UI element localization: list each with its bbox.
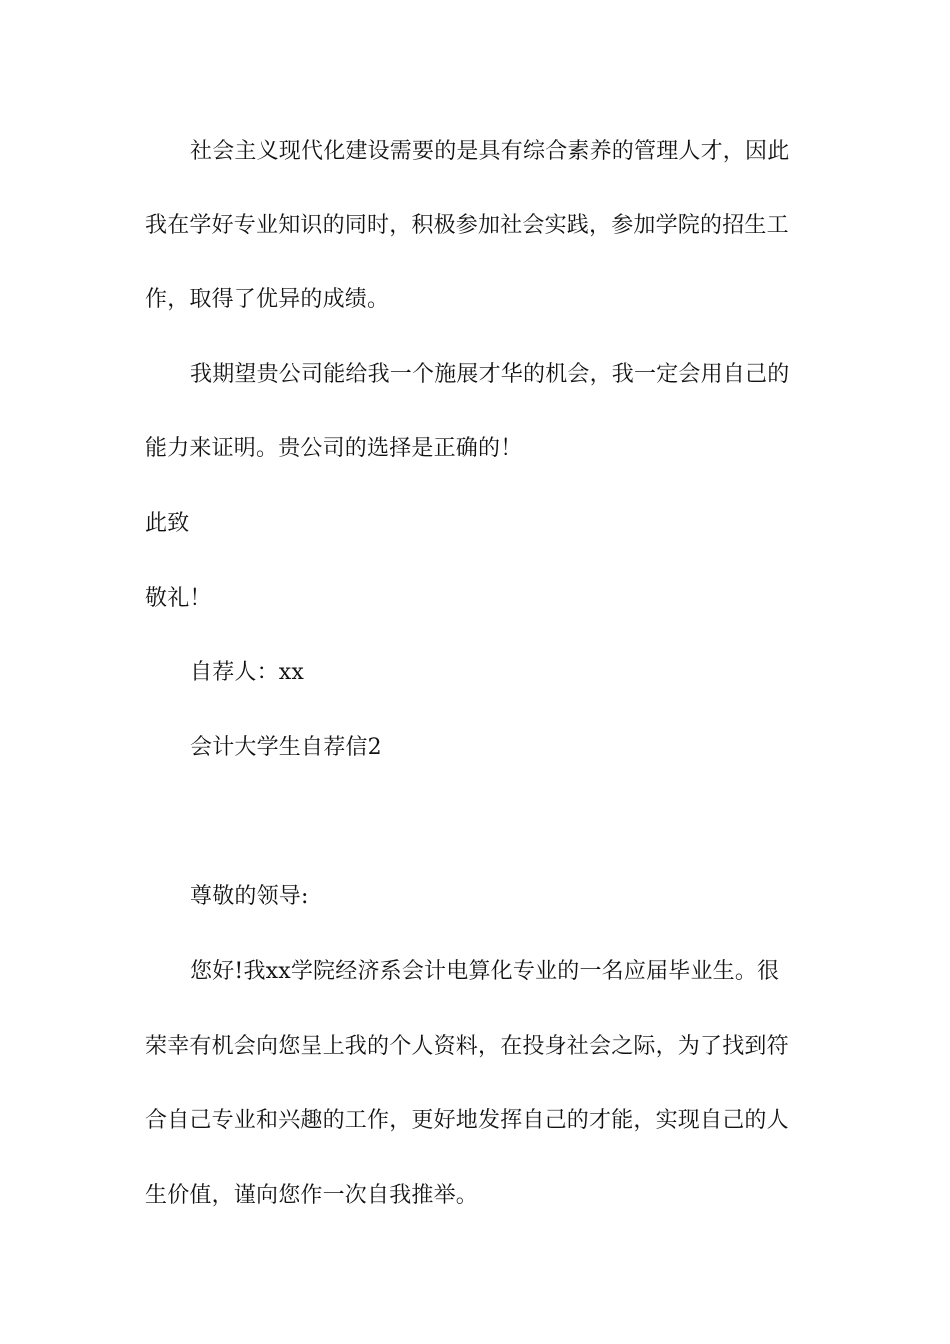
paragraph-2-line-2: 能力来证明。贵公司的选择是正确的！ xyxy=(145,436,523,461)
paragraph-3-line-1: 您好!我xx学院经济系会计电算化专业的一名应届毕业生。很 xyxy=(190,959,780,984)
section-title: 会计大学生自荐信2 xyxy=(190,735,382,760)
salutation: 尊敬的领导: xyxy=(190,884,309,909)
paragraph-3-line-3: 合自己专业和兴趣的工作，更好地发挥自己的才能，实现自己的人 xyxy=(145,1108,789,1133)
paragraph-3-line-2: 荣幸有机会向您呈上我的个人资料，在投身社会之际，为了找到符 xyxy=(145,1034,789,1059)
closing-ci-zhi: 此致 xyxy=(145,511,190,536)
signature: 自荐人：xx xyxy=(190,660,305,685)
paragraph-2-line-1: 我期望贵公司能给我一个施展才华的机会，我一定会用自己的 xyxy=(190,362,790,387)
paragraph-1-line-2: 我在学好专业知识的同时，积极参加社会实践，参加学院的招生工 xyxy=(145,213,789,238)
paragraph-1-line-1: 社会主义现代化建设需要的是具有综合素养的管理人才，因此 xyxy=(190,139,790,164)
paragraph-3-line-4: 生价值，谨向您作一次自我推举。 xyxy=(145,1183,479,1208)
paragraph-1-line-3: 作，取得了优异的成绩。 xyxy=(145,287,390,312)
closing-jing-li: 敬礼！ xyxy=(145,586,212,611)
